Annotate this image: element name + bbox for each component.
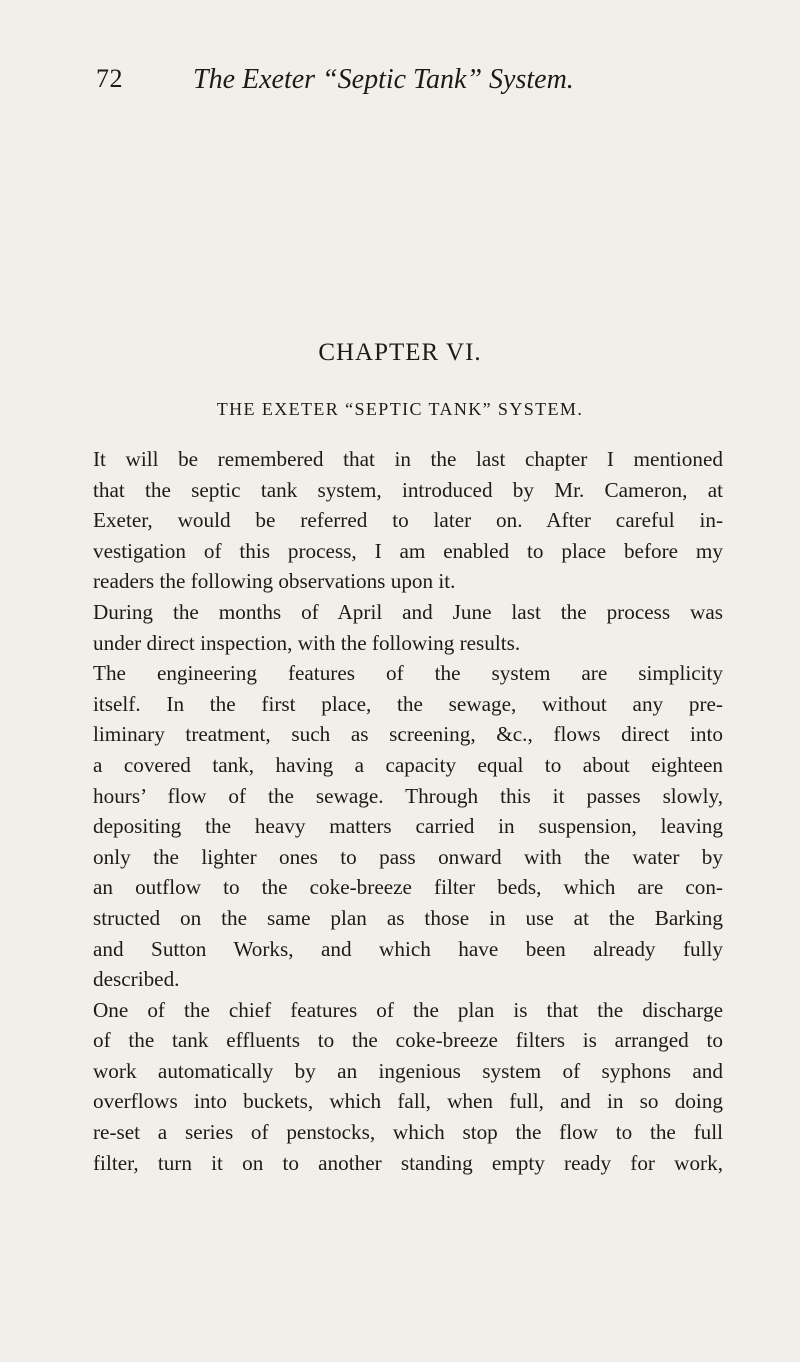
text-line: hours’ flow of the sewage. Through this it passes slowly, <box>93 783 723 808</box>
page-number: 72 <box>96 64 123 93</box>
text-line: of the tank effluents to the coke-breeze filters is arranged to <box>93 1028 723 1053</box>
text-line: One of the chief features of the plan is that the discharge <box>93 997 723 1022</box>
text-line: During the months of April and June last the process was <box>93 599 723 624</box>
text-line: work automatically by an ingenious system of syphons and <box>93 1058 723 1083</box>
text-line: vestigation of this process, I am enabled to place before my <box>93 538 723 563</box>
text-line: filter, turn it on to another standing empty ready for work, <box>93 1150 723 1175</box>
body-text <box>93 444 723 1178</box>
text-line: a covered tank, having a capacity equal to about eighteen <box>93 752 723 777</box>
text-line: depositing the heavy matters carried in suspension, leaving <box>93 814 723 839</box>
chapter-title: THE EXETER “SEPTIC TANK” SYSTEM. <box>216 399 584 419</box>
text-line: itself. In the first place, the sewage, without any pre- <box>93 691 723 716</box>
text-line: Exeter, would be referred to later on. After careful in- <box>93 508 723 533</box>
text-line: liminary treatment, such as screening, &c., flows direct into <box>93 722 723 747</box>
text-line: that the septic tank system, introduced by Mr. Cameron, at <box>93 477 723 502</box>
running-title: The Exeter “Septic Tank” System. <box>193 64 574 95</box>
text-line: readers the following observations upon it. <box>93 569 456 594</box>
text-line: The engineering features of the system are simplicity <box>93 661 723 686</box>
running-head <box>96 64 716 104</box>
text-line: under direct inspection, with the following results. <box>93 630 521 655</box>
text-line: re-set a series of penstocks, which stop the flow to the full <box>93 1120 723 1145</box>
text-line: It will be remembered that in the last chapter I mentioned <box>93 447 723 471</box>
text-line: structed on the same plan as those in use at the Barking <box>93 905 723 930</box>
text-line: overflows into buckets, which fall, when full, and in so doing <box>93 1089 723 1114</box>
text-line: only the lighter ones to pass onward with the water by <box>93 844 723 869</box>
chapter-heading: CHAPTER VI. <box>318 339 482 366</box>
text-line: described. <box>93 967 180 992</box>
text-line: and Sutton Works, and which have been already fully <box>93 936 723 961</box>
text-line: an outflow to the coke-breeze filter beds, which are con- <box>93 875 723 900</box>
